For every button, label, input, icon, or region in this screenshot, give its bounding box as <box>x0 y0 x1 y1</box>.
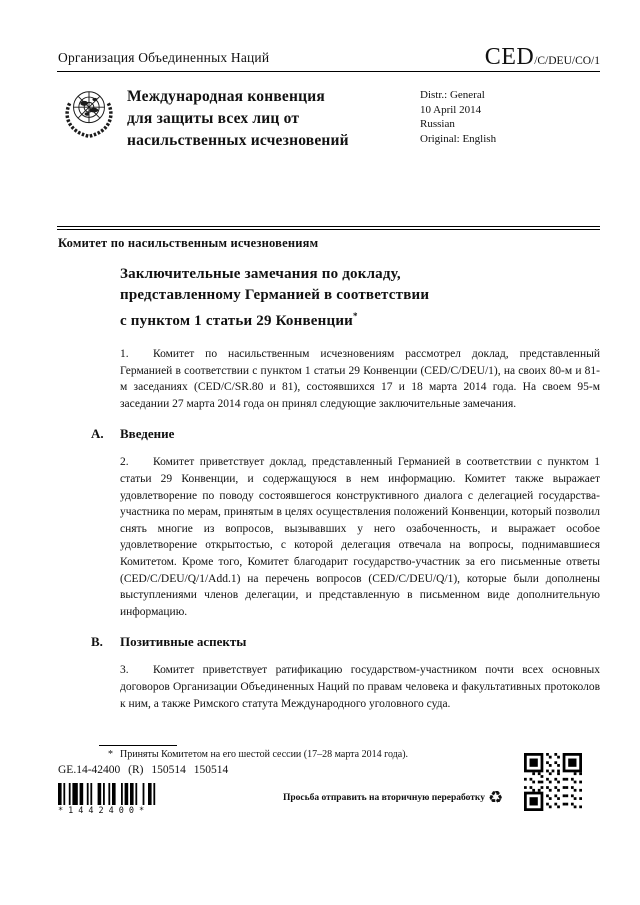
document-title-line: Заключительные замечания по докладу, <box>120 266 401 282</box>
org-name: Организация Объединенных Наций <box>58 50 270 65</box>
convention-title-line: для защиты всех лиц от <box>127 110 300 127</box>
distr-line: Original: English <box>420 132 497 145</box>
convention-title-line: насильственных исчезновений <box>127 132 349 149</box>
paragraph-2 <box>120 454 600 620</box>
paragraph-number: 3. <box>120 664 129 677</box>
barcode-icon <box>58 783 176 816</box>
ge-number: GE.14-42400 (R) 150514 150514 <box>58 764 229 776</box>
distr-line: 10 April 2014 <box>420 103 482 116</box>
section-letter: B. <box>91 634 103 650</box>
document-title-line: с пунктом 1 статьи 29 Конвенции* <box>120 311 358 329</box>
section-heading-b <box>91 634 600 650</box>
paragraph-text: Комитет по насильственным исчезновениям рассмотрел доклад, представленный Германией в соответствии с пунктом 1 статьи 29 Конвенции (CED/C/DEU/1), на своих 80-м и 81-м заседаниях (CED/C/SR.80 и 81), состоявшихся 17 и 18 марта 2014 года. На своем 95-м заседании 27 марта 2014 года он принял следующие заключительные замечания. <box>120 348 600 410</box>
committee-name: Комитет по насильственным исчезновениям <box>58 236 319 250</box>
recycle-notice <box>283 789 503 806</box>
distr-line: Russian <box>420 118 455 130</box>
recycle-icon: ♻ <box>488 788 504 807</box>
convention-title <box>127 86 349 152</box>
footnote-text: Приняты Комитетом на его шестой сессии (17–28 марта 2014 года). <box>120 749 409 760</box>
document-title <box>120 264 600 332</box>
barcode-digits: *1442400* <box>58 806 150 816</box>
doc-symbol-main: CED <box>484 44 535 70</box>
paragraph-text: Комитет приветствует ратификацию государством-участником почти всех основных договоров Организации Объединенных Наций по правам человека и факультативных протоколов к ним, а также Римского статута Международного уголовного суда. <box>120 664 600 710</box>
footnote-rule <box>99 745 177 746</box>
paragraph-text: Комитет приветствует доклад, представленный Германией в соответствии с пунктом 1 статьи 29 Конвенции, и содержащуюся в нем информацию. Комитет также выражает удовлетворение по поводу состоявшегося конструктивного диалога с делегацией государства-участника по мерам, принятым в целях осуществления положений Конвенции, который позволил снять многие из вопросов, вызывавших у него озабоченность, и выражает особое удовлетворение открытостью, с которой делегация отвечала на вопросы, поднимавшиеся Комитетом. Кроме того, Комитет благодарит государство-участник за его письменные ответы (CED/C/DEU/Q/1/Add.1) на перечень вопросов (CED/C/DEU/Q/1), которые были дополнены выступлениями членов делегации, и представленную в письменном виде дополнительную информацию. <box>120 456 600 618</box>
section-letter: A. <box>91 426 104 442</box>
paragraph-number: 2. <box>120 456 129 469</box>
title-footnote-marker: * <box>353 311 358 321</box>
un-emblem-icon <box>60 84 118 142</box>
doc-symbol-suffix: /C/DEU/CO/1 <box>534 55 600 67</box>
qr-code-icon <box>524 753 582 811</box>
document-body <box>91 264 600 723</box>
paragraph-1 <box>120 346 600 412</box>
distribution-info <box>420 88 496 146</box>
paragraph-number: 1. <box>120 348 129 360</box>
footnote <box>108 749 548 760</box>
header-rule <box>57 71 600 72</box>
section-rule <box>57 226 600 230</box>
paragraph-3 <box>120 662 600 712</box>
convention-title-line: Международная конвенция <box>127 88 325 105</box>
footnote-marker: * <box>108 749 113 760</box>
document-title-line: представленному Германией в соответствии <box>120 287 430 303</box>
section-heading-a <box>91 426 600 442</box>
distr-line: Distr.: General <box>420 89 485 101</box>
recycle-text: Просьба отправить на вторичную переработку <box>283 792 485 803</box>
section-heading-text: Введение <box>120 426 175 442</box>
doc-symbol <box>485 44 600 71</box>
section-heading-text: Позитивные аспекты <box>120 634 247 650</box>
